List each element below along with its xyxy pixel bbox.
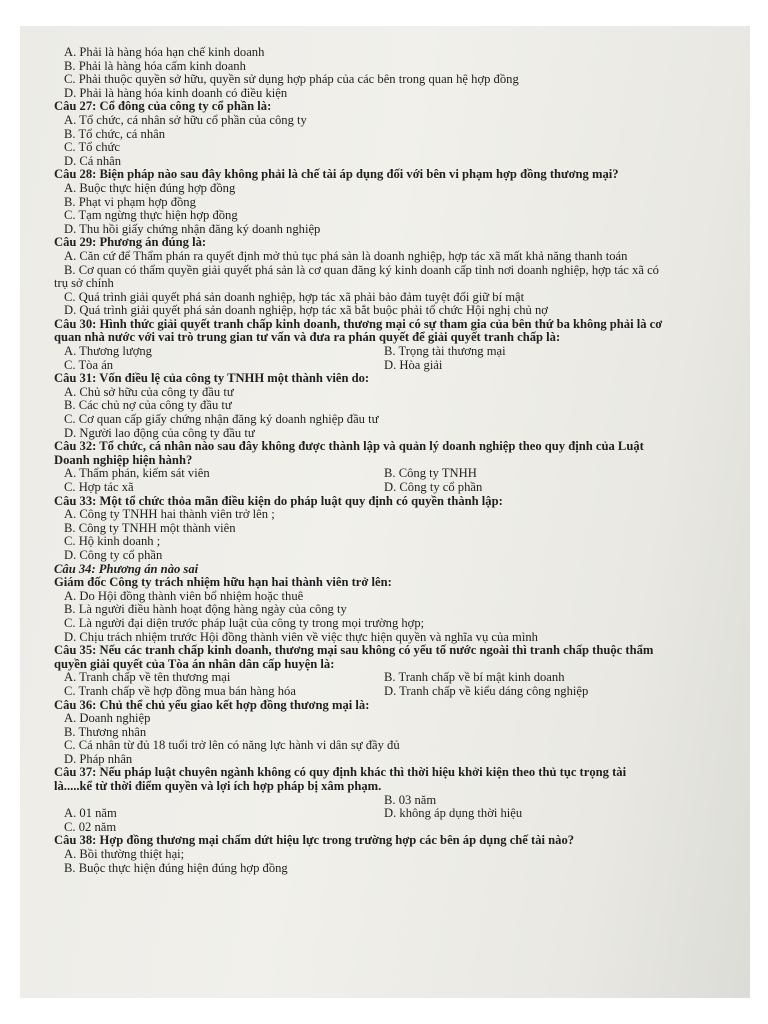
answer-option: D. Phải là hàng hóa kinh doanh có điều kiện	[64, 85, 288, 100]
answer-option-row	[54, 671, 750, 685]
answer-option	[54, 794, 384, 808]
answer-option: D. Người lao động của công ty đầu tư	[64, 425, 255, 440]
answer-option: A. Thẩm phán, kiểm sát viên	[64, 466, 210, 481]
question-text: Câu 36: Chủ thể chủ yếu giao kết hợp đồng thương mại là:	[54, 697, 370, 712]
answer-option: B. Phạt vi phạm hợp đồng	[64, 194, 196, 209]
answer-option: C. Hộ kinh doanh ;	[64, 534, 161, 549]
answer-option: D. Công ty cổ phần	[64, 547, 163, 562]
answer-option: D. Quá trình giải quyết phá sản doanh nghiệp, hợp tác xã bắt buộc phải tổ chức Hội nghị chủ nợ	[64, 303, 548, 318]
answer-option-row	[54, 359, 750, 373]
answer-option: A. Căn cứ để Thẩm phán ra quyết định mở thủ tục phá sản là doanh nghiệp, hợp tác xã mất khả năng thanh toán	[64, 248, 628, 263]
question-text: Câu 29: Phương án đúng là:	[54, 235, 207, 250]
question-text: Doanh nghiệp hiện hành?	[54, 452, 193, 467]
question-list	[54, 46, 750, 875]
question-text: Câu 28: Biện pháp nào sau đây không phải là chế tài áp dụng đối với bên vi phạm hợp đồng thương mại?	[54, 167, 619, 182]
answer-option: B. Cơ quan có thẩm quyền giải quyết phá sản là cơ quan đăng ký kinh doanh cấp tỉnh nơi doanh nghiệp, hợp tác xã có	[64, 262, 659, 277]
answer-option: C. Tranh chấp về hợp đồng mua bán hàng hóa	[64, 683, 296, 698]
answer-option: D. Công ty cổ phần	[384, 480, 483, 494]
answer-option: C. Phải thuộc quyền sở hữu, quyền sử dụng hợp pháp của các bên trong quan hệ hợp đồng	[64, 72, 519, 87]
question-text: Giám đốc Công ty trách nhiệm hữu hạn hai thành viên trở lên:	[54, 575, 392, 590]
question-text: Câu 27: Cổ đông của công ty cổ phần là:	[54, 99, 272, 114]
answer-option: A. Thương lượng	[64, 344, 152, 359]
answer-option: D. Thu hồi giấy chứng nhận đăng ký doanh nghiệp	[64, 221, 321, 236]
question-text: là.....kể từ thời điểm quyền và lợi ích hợp pháp bị xâm phạm.	[54, 779, 382, 794]
answer-option: A. Tổ chức, cá nhân sở hữu cổ phần của công ty	[64, 112, 307, 127]
answer-option: A. Tranh chấp về tên thương mại	[64, 670, 231, 685]
answer-option: D. không áp dụng thời hiệu	[384, 806, 523, 821]
answer-option: B. Công ty TNHH	[384, 466, 477, 481]
answer-option: B. Tranh chấp về bí mật kinh doanh	[384, 670, 565, 685]
answer-option: A. 01 năm	[64, 806, 117, 821]
answer-option: B. Các chủ nợ của công ty đầu tư	[64, 398, 232, 413]
answer-option: B. Trọng tài thương mại	[384, 344, 506, 359]
question-text: Câu 38: Hợp đồng thương mại chấm dứt hiệu lực trong trường hợp các bên áp dụng chế tài nào?	[54, 833, 575, 848]
answer-option-row	[54, 807, 750, 821]
question-text: Câu 37: Nếu pháp luật chuyên ngành không có quy định khác thì thời hiệu khởi kiện theo thủ tục trọng tài	[54, 765, 627, 780]
answer-option: A. Buộc thực hiện đúng hợp đồng	[64, 180, 236, 195]
answer-option: B. Tổ chức, cá nhân	[64, 126, 166, 141]
question-text: Câu 33: Một tổ chức thỏa mãn điều kiện do pháp luật quy định có quyền thành lập:	[54, 493, 503, 508]
question-text: Câu 34: Phương án nào sai	[54, 561, 199, 576]
answer-option: C. Cá nhân từ đủ 18 tuổi trở lên có năng lực hành vi dân sự đầy đủ	[64, 738, 400, 753]
question-text: Câu 31: Vốn điều lệ của công ty TNHH một thành viên do:	[54, 371, 370, 386]
answer-option: C. Cơ quan cấp giấy chứng nhận đăng ký doanh nghiệp đầu tư	[64, 412, 379, 427]
answer-option: D. Chịu trách nhiệm trước Hội đồng thành viên về việc thực hiện quyền và nghĩa vụ của mình	[64, 629, 538, 644]
answer-option: D. Pháp nhân	[64, 751, 133, 766]
answer-option: A. Do Hội đồng thành viên bổ nhiệm hoặc thuê	[64, 588, 304, 603]
answer-option-row	[54, 345, 750, 359]
question-text: Câu 32: Tổ chức, cá nhân nào sau đây không được thành lập và quản lý doanh nghiệp theo quy định của Luật	[54, 439, 644, 454]
answer-option: D. Hòa giải	[384, 357, 443, 372]
answer-option: C. Là người đại diện trước pháp luật của công ty trong mọi trường hợp;	[64, 615, 425, 630]
answer-option: C. Tòa án	[64, 357, 114, 372]
answer-option: C. 02 năm	[64, 819, 117, 834]
exam-page	[20, 26, 750, 998]
answer-continuation: trụ sở chính	[54, 276, 114, 291]
answer-option: A. Công ty TNHH hai thành viên trở lên ;	[64, 507, 275, 522]
answer-option: A. Doanh nghiệp	[64, 711, 151, 726]
answer-option: A. Phải là hàng hóa hạn chế kinh doanh	[64, 45, 265, 59]
question-text: quan nhà nước với vai trò trung gian tư vấn và đưa ra phán quyết để giải quyết tranh chấp là:	[54, 330, 561, 345]
answer-option-row	[54, 685, 750, 699]
answer-option: C. Tạm ngừng thực hiện hợp đồng	[64, 208, 238, 223]
answer-option: D. Tranh chấp về kiểu dáng công nghiệp	[384, 683, 589, 698]
answer-option-row	[54, 467, 750, 481]
answer-option: C. Hợp tác xã	[64, 480, 134, 494]
answer-option: C. Tổ chức	[64, 140, 120, 155]
answer-option-row	[54, 794, 750, 808]
answer-option: B. Công ty TNHH một thành viên	[64, 520, 236, 535]
question-text: quyền giải quyết của Tòa án nhân dân cấp huyện là:	[54, 656, 335, 671]
answer-option: C. Quá trình giải quyết phá sản doanh nghiệp, hợp tác xã phải bảo đảm tuyệt đối giữ bí mật	[64, 289, 525, 304]
question-text: Câu 30: Hình thức giải quyết tranh chấp kinh doanh, thương mại có sự tham gia của bên thứ ba không phải là cơ	[54, 316, 663, 331]
answer-option: A. Chủ sở hữu của công ty đầu tư	[64, 384, 234, 399]
question-text: Câu 35: Nếu các tranh chấp kinh doanh, thương mại sau không có yếu tố nước ngoài thì tranh chấp thuộc thẩm	[54, 643, 654, 658]
answer-option-row	[54, 481, 750, 495]
answer-option: B. Là người điều hành hoạt động hàng ngày của công ty	[64, 602, 347, 617]
answer-option: B. Thương nhân	[64, 724, 147, 739]
answer-option: D. Cá nhân	[64, 153, 122, 168]
answer-option: B. Buộc thực hiện đúng hiện đúng hợp đồng	[64, 860, 288, 875]
answer-option: B. 03 năm	[384, 792, 437, 807]
answer-option: A. Bồi thường thiệt hại;	[64, 847, 185, 862]
answer-option: B. Phải là hàng hóa cấm kinh doanh	[64, 58, 246, 73]
